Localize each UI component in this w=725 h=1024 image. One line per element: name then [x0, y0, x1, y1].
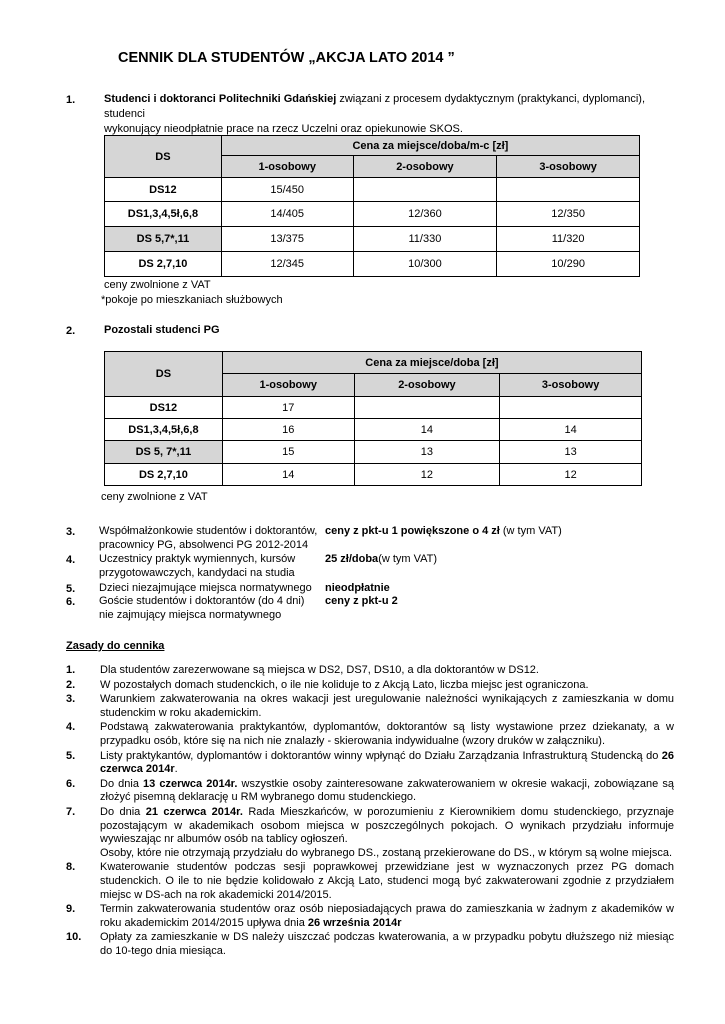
- item-4-left-line2: przygotowawczych, kandydaci na studia: [99, 566, 295, 579]
- section-1-line2: wykonujący nieodpłatnie prace na rzecz Uczelni oraz opiekunowie SKOS.: [104, 123, 463, 135]
- list-item: [66, 903, 674, 930]
- table-cell-ds: DS12: [105, 397, 223, 419]
- table-2-col-1: 1-osobowy: [222, 374, 354, 397]
- table-cell-ds: DS 2,7,10: [105, 252, 222, 277]
- table-cell: 11/320: [497, 227, 640, 252]
- vat-note-2: ceny zwolnione z VAT: [101, 491, 208, 503]
- table-cell: 13: [354, 441, 500, 464]
- table-cell: 14/405: [221, 202, 353, 227]
- rules-heading: Zasady do cennika: [66, 640, 165, 652]
- footnote-apartments: *pokoje po mieszkaniach służbowych: [101, 294, 283, 306]
- list-item: [66, 721, 674, 748]
- table-cell: 13/375: [221, 227, 353, 252]
- table-row: [105, 419, 642, 441]
- table-cell: 16: [222, 419, 354, 441]
- item-4-right: [325, 553, 437, 567]
- rules-list: [66, 664, 674, 959]
- rule-text: Listy praktykantów, dyplomantów i doktorantów winny wpłynąć do Działu Zarządzania Infrastrukturą Studencką do 26 czerwca 2014r.: [100, 749, 674, 776]
- table-cell: 12/350: [497, 202, 640, 227]
- table-cell: [353, 178, 497, 202]
- rule-text: Do dnia 13 czerwca 2014r. wszystkie osoby zainteresowane zakwaterowaniem w okresie wakacji, zobowiązane są złożyć pisemną deklarację u RM wybranego domu studenckiego.: [100, 777, 674, 804]
- price-table-2: [104, 351, 642, 486]
- vat-note-1: ceny zwolnione z VAT: [104, 279, 211, 291]
- table-1-col-3: 3-osobowy: [497, 156, 640, 178]
- table-cell: 13: [500, 441, 642, 464]
- list-item: [66, 806, 674, 860]
- section-2-title: Pozostali studenci PG: [104, 324, 220, 336]
- page-title: CENNIK DLA STUDENTÓW „AKCJA LATO 2014 ”: [118, 50, 455, 66]
- table-cell-ds: DS 2,7,10: [105, 464, 223, 486]
- item-5-left: Dzieci niezajmujące miejsca normatywnego: [99, 582, 312, 594]
- item-6-left-line1: Goście studentów i doktorantów (do 4 dni): [99, 595, 305, 607]
- item-3-right: [325, 525, 562, 539]
- rule-number: 9.: [66, 903, 76, 916]
- table-row: [105, 441, 642, 464]
- table-cell-ds: DS 5,7*,11: [105, 227, 222, 252]
- rule-number: 2.: [66, 678, 76, 691]
- rule-extra-text: Osoby, które nie otrzymają przydziału do wybranego DS., zostaną przekierowane do DS., w którym są wolne miejsca.: [100, 846, 673, 859]
- table-cell: 14: [354, 419, 500, 441]
- table-cell: 14: [222, 464, 354, 486]
- table-2-ds-header: DS: [105, 352, 223, 397]
- list-item: [66, 861, 674, 902]
- list-item: [66, 664, 674, 678]
- table-cell: 14: [500, 419, 642, 441]
- table-1-col-2: 2-osobowy: [353, 156, 497, 178]
- item-4-left-line1: Uczestnicy praktyk wymiennych, kursów: [99, 553, 296, 565]
- list-item: [66, 778, 674, 805]
- section-2-number: 2.: [66, 325, 76, 337]
- table-row: [105, 227, 640, 252]
- section-1-rest: związani z procesem dydaktycznym (praktykanci, dyplomanci), studenci: [104, 93, 646, 120]
- table-cell: 12: [354, 464, 500, 486]
- table-row: [105, 202, 640, 227]
- table-2-col-3: 3-osobowy: [500, 374, 642, 397]
- item-4-right-bold: 25 zł/doba: [325, 553, 379, 565]
- table-cell: 15/450: [221, 178, 353, 202]
- section-1-text: [104, 92, 664, 137]
- table-1-ds-header: DS: [105, 136, 222, 178]
- item-3-right-bold: ceny z pkt-u 1 powiększone o 4 zł: [325, 525, 500, 537]
- item-4-left: [99, 553, 295, 580]
- table-cell: 11/330: [353, 227, 497, 252]
- table-2-price-header: Cena za miejsce/doba [zł]: [222, 352, 641, 374]
- table-cell: 12/360: [353, 202, 497, 227]
- item-3-left: [99, 525, 317, 552]
- table-cell: 10/300: [353, 252, 497, 277]
- section-1-bold: Studenci i doktoranci Politechniki Gdańskiej: [104, 93, 337, 105]
- table-cell: [500, 397, 642, 419]
- item-6-number: 6.: [66, 596, 76, 608]
- table-1-price-header: Cena za miejsce/doba/m-c [zł]: [221, 136, 639, 156]
- table-cell: 10/290: [497, 252, 640, 277]
- table-cell-ds: DS1,3,4,5ł,6,8: [105, 419, 223, 441]
- table-row: [105, 252, 640, 277]
- rule-number: 4.: [66, 721, 76, 734]
- rule-text: Kwaterowanie studentów podczas sesji poprawkowej przewidziane jest w wyznaczonych przez PG domach studenckich. O ile to nie będzie kolidowało z Akcją Lato, studenci mogą być zakwaterowani zgodnie z przydziałem miejsc w DS-ach na rok akademicki 2014/2015.: [100, 861, 674, 901]
- table-cell: 17: [222, 397, 354, 419]
- table-2-col-2: 2-osobowy: [354, 374, 500, 397]
- item-4-right-rest: (w tym VAT): [378, 553, 438, 565]
- price-table-1: [104, 135, 640, 277]
- item-5-right-bold: nieodpłatnie: [325, 582, 390, 594]
- table-cell: 12: [500, 464, 642, 486]
- rule-text: Podstawą zakwaterowania praktykantów, dyplomantów, doktorantów są listy wystawione przez dziekanaty, a w przypadku osób, które się na nich nie znalazły - skierowania indywidualne (wzory druków w załączniku).: [100, 721, 674, 747]
- item-5-right: [325, 582, 390, 596]
- list-item: [66, 931, 674, 958]
- table-cell: 12/345: [221, 252, 353, 277]
- list-item: [66, 693, 674, 720]
- table-1-col-1: 1-osobowy: [221, 156, 353, 178]
- item-3-left-line2: pracownicy PG, absolwenci PG 2012-2014: [99, 538, 309, 551]
- rule-number: 7.: [66, 805, 76, 818]
- item-3-right-rest: (w tym VAT): [499, 525, 562, 537]
- table-cell: [354, 397, 500, 419]
- rule-number: 6.: [66, 777, 76, 790]
- item-6-right-bold: ceny z pkt-u 2: [325, 595, 398, 607]
- item-6-left: [99, 595, 304, 622]
- item-6-right: [325, 595, 398, 609]
- item-6-left-line2: nie zajmujący miejsca normatywnego: [99, 608, 282, 621]
- rule-text: W pozostałych domach studenckich, o ile nie koliduje to z Akcją Lato, liczba miejsc jest ograniczona.: [100, 678, 589, 691]
- table-row: [105, 397, 642, 419]
- rule-number: 10.: [66, 931, 82, 944]
- list-item: [66, 750, 674, 777]
- table-cell: [497, 178, 640, 202]
- table-cell-ds: DS12: [105, 178, 222, 202]
- rule-text: Termin zakwaterowania studentów oraz osób nieposiadających prawa do zamieszkania w żadnym z akademików w roku akademickim 2014/2015 upływa dnia 26 września 2014r: [100, 903, 674, 929]
- table-row: [105, 464, 642, 486]
- item-5-number: 5.: [66, 583, 76, 595]
- item-4-number: 4.: [66, 554, 76, 566]
- table-cell: 15: [222, 441, 354, 464]
- list-item: [66, 679, 674, 693]
- item-3-left-line1: Współmałżonkowie studentów i doktorantów,: [99, 525, 318, 537]
- rule-text: Dla studentów zarezerwowane są miejsca w DS2, DS7, DS10, a dla doktorantów w DS12.: [100, 664, 539, 676]
- section-1-number: 1.: [66, 94, 76, 106]
- rule-number: 1.: [66, 664, 76, 676]
- rule-text: Warunkiem zakwaterowania na okres wakacji jest uregulowanie należności wynikających z zamieszkania w domu studenckim w roku akademickim.: [100, 693, 674, 719]
- table-row: [105, 178, 640, 202]
- rule-text: Do dnia 21 czerwca 2014r. Rada Mieszkańców, w porozumieniu z Kierownikiem domu studenckiego, przyznaje pozostającym w akademikach osobom miejsca w poszczególnych pokojach. O wynikach przydziału informuje wywieszając nr albumów osób na tablicy ogłoszeń. Osoby, które nie otrzymają przydziału do wybranego DS., zostaną przekierowane do DS., w którym są wolne miejsca.: [100, 805, 675, 859]
- table-cell-ds: DS1,3,4,5ł,6,8: [105, 202, 222, 227]
- table-cell-ds: DS 5, 7*,11: [105, 441, 223, 464]
- rule-number: 8.: [66, 861, 76, 874]
- item-3-number: 3.: [66, 526, 76, 538]
- rule-number: 5.: [66, 749, 76, 762]
- rule-text: Opłaty za zamieszkanie w DS należy uiszczać podczas kwaterowania, a w przypadku pobytu dłuższego niż miesiąc do 10-tego dnia miesiąca.: [100, 931, 674, 957]
- rule-number: 3.: [66, 693, 76, 706]
